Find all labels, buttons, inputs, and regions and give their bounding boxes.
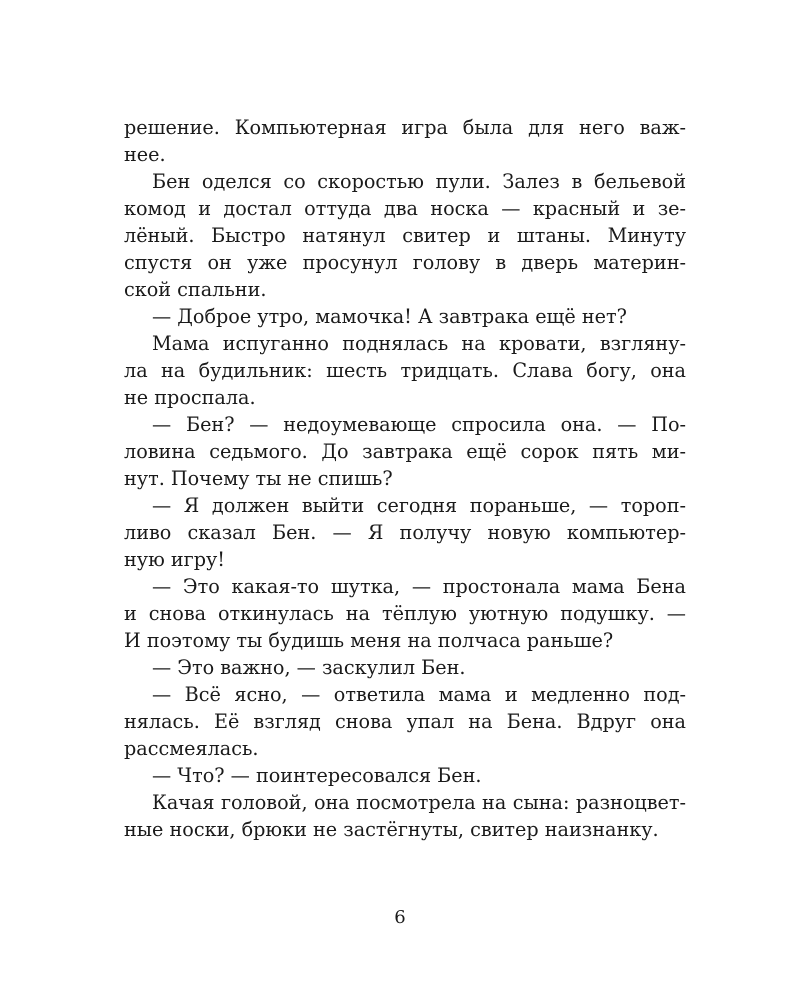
text-line: ловина седьмого. До завтрака ещё сорок пять ми- [124, 440, 686, 463]
text-line: — Бен? — недоумевающе спросила она. — По- [152, 413, 686, 436]
text-line: и снова откинулась на тёплую уютную подушку. — [124, 602, 686, 625]
text-line: Бен оделся со скоростью пули. Залез в бельевой [152, 170, 686, 193]
text-line: И поэтому ты будишь меня на полчаса раньше? [124, 629, 614, 652]
text-line: комод и достал оттуда два носка — красный и зе- [124, 197, 686, 220]
text-line: ливо сказал Бен. — Я получу новую компьютер- [124, 521, 686, 544]
text-line: — Это важно, — заскулил Бен. [152, 656, 466, 679]
text-line: — Что? — поинтересовался Бен. [152, 764, 482, 787]
text-line: ла на будильник: шесть тридцать. Слава богу, она [124, 359, 686, 382]
text-line: рассмеялась. [124, 737, 259, 760]
text-line: ную игру! [124, 548, 226, 571]
text-line: ской спальни. [124, 278, 267, 301]
text-line: лёный. Быстро натянул свитер и штаны. Минуту [124, 224, 686, 247]
text-line: — Всё ясно, — ответила мама и медленно под- [152, 683, 686, 706]
text-line: — Доброе утро, мамочка! А завтрака ещё нет? [152, 305, 627, 328]
text-line: нут. Почему ты не спишь? [124, 467, 393, 490]
text-line: нее. [124, 143, 166, 166]
text-line: Качая головой, она посмотрела на сына: разноцвет- [152, 791, 686, 814]
text-line: решение. Компьютерная игра была для него важ- [124, 116, 686, 139]
text-line: Мама испуганно поднялась на кровати, взгляну- [152, 332, 686, 355]
text-line: — Это какая-то шутка, — простонала мама Бена [152, 575, 686, 598]
page-number: 6 [394, 907, 406, 928]
text-line: спустя он уже просунул голову в дверь материн- [124, 251, 686, 274]
text-line: — Я должен выйти сегодня пораньше, — тороп- [152, 494, 686, 517]
text-line: не проспала. [124, 386, 256, 409]
body-text [124, 114, 686, 843]
text-line: нялась. Её взгляд снова упал на Бена. Вдруг она [124, 710, 686, 733]
text-line: ные носки, брюки не застёгнуты, свитер наизнанку. [124, 818, 659, 841]
